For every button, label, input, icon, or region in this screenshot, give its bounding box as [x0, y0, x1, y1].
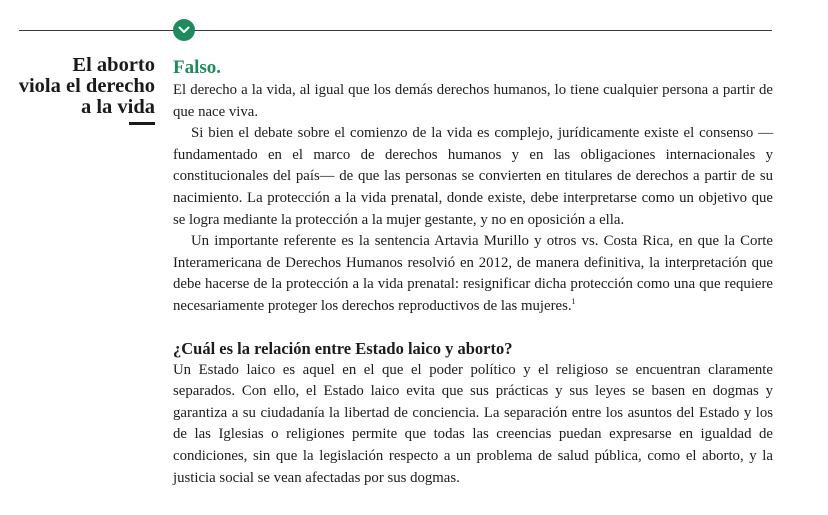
top-divider	[19, 30, 772, 31]
chevron-down-icon	[178, 26, 190, 34]
section-badge	[173, 19, 195, 41]
question-heading: ¿Cuál es la relación entre Estado laico y aborto?	[173, 338, 513, 358]
footnote-marker: 1	[571, 297, 576, 307]
answer-label: Falso.	[173, 57, 222, 78]
paragraph: El derecho a la vida, al igual que los demás derechos humanos, lo tiene cualquier persona a partir de que nace viva.	[173, 82, 773, 120]
paragraph	[173, 231, 773, 317]
paragraph-text: Un importante referente es la sentencia Artavia Murillo y otros vs. Costa Rica, en que la Corte Interamericana de Derechos Humanos resolvió en 2012, de manera definitiva, la interpretación que debe hacerse de la protección a la vida prenatal: resignificar dicha protección como una que requiere necesariamente proteger los derechos reproductivos de las mujeres.	[173, 233, 773, 314]
myth-heading-line: viola el derecho	[18, 75, 155, 97]
paragraph: Si bien el debate sobre el comienzo de la vida es complejo, jurídicamente existe el consenso —fundamentado en el marco de derechos humanos y en las obligaciones internacionales y constitucionales del país— de que las personas se convierten en titulares de derechos a partir de su nacimiento. La protección a la vida prenatal, donde existe, debe interpretarse como un objetivo que se logra mediante la protección a la mujer gestante, y no en oposición a ella.	[173, 125, 773, 228]
myth-heading-line: a la vida	[80, 96, 155, 118]
heading-underline	[129, 122, 155, 125]
myth-heading-line: El aborto	[72, 54, 155, 76]
main-text	[173, 57, 773, 489]
question-answer: Un Estado laico es aquel en el que el poder político y el religioso se encuentran claramente separados. Con ello, el Estado laico evita que sus prácticas y sus leyes se basen en dogmas y garantiza a su ciudadanía la libertad de conciencia. La separación entre los asuntos del Estado y los de las Iglesias o religiones permite que todas las creencias puedan expresarse en igualdad de condiciones, sin que la legislación respecto a un problema de salud pública, como el aborto, y la justicia social se vean afectadas por sus dogmas.	[173, 361, 773, 486]
myth-heading	[18, 55, 155, 118]
